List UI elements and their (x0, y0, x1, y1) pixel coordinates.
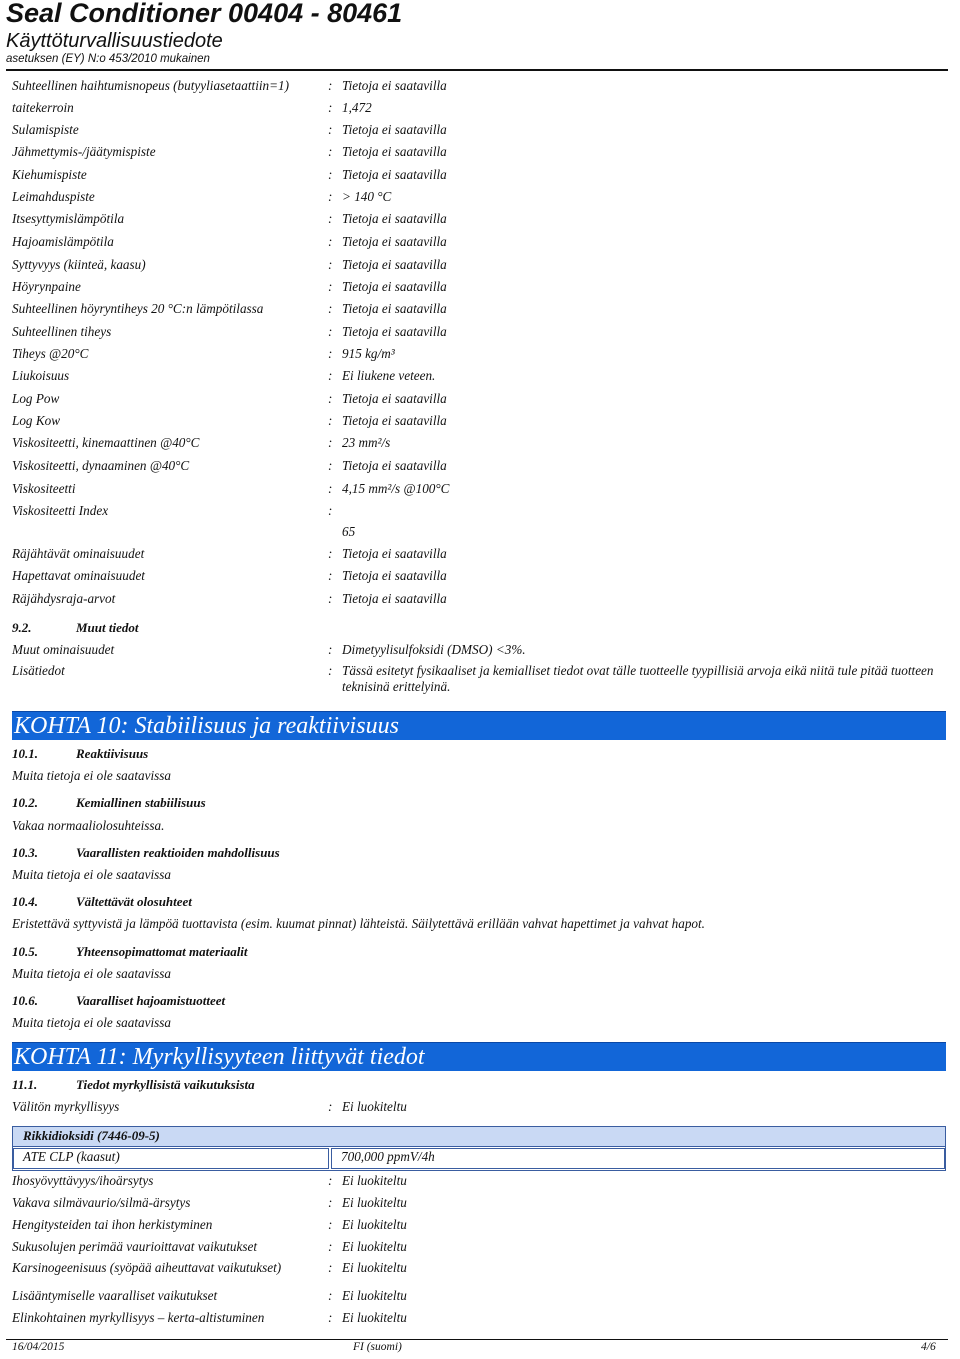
property-row: Liukoisuus : Ei liukene veteen. (12, 368, 436, 383)
subsection-text: Muita tietoja ei ole saatavissa (12, 867, 171, 882)
subsection-text: Vakaa normaaliolosuhteissa. (12, 818, 165, 833)
toxicity-row: Elinkohtainen myrkyllisyys – kerta-altistuminen : Ei luokiteltu (12, 1310, 407, 1325)
property-row: Suhteellinen tiheys : Tietoja ei saatavilla (12, 324, 447, 339)
subsection-text: Muita tietoja ei ole saatavissa (12, 1015, 171, 1030)
toxicity-row: Välitön myrkyllisyys : Ei luokiteltu (12, 1099, 407, 1114)
property-row: Log Pow : Tietoja ei saatavilla (12, 391, 447, 406)
component-value: 700,000 ppmV/4h (341, 1149, 435, 1164)
property-row: Viskositeetti, dynaaminen @40°C : Tietoja ei saatavilla (12, 458, 447, 473)
additional-info-text: Tässä esitetyt fysikaaliset ja kemialliset tiedot ovat tälle tuotteelle tyypillisiä arvoja eikä niitä tule pitää tuotteen teknisinä erittelyinä. (342, 663, 934, 694)
property-row: Räjähtävät ominaisuudet : Tietoja ei saatavilla (12, 546, 447, 561)
property-row: Viskositeetti : 4,15 mm²/s @100°C (12, 481, 450, 496)
property-row: Räjähdysraja-arvot : Tietoja ei saatavilla (12, 591, 447, 606)
property-row: Hapettavat ominaisuudet : Tietoja ei saatavilla (12, 568, 447, 583)
property-row: Hajoamislämpötila : Tietoja ei saatavilla (12, 234, 447, 249)
property-row: Sulamispiste : Tietoja ei saatavilla (12, 122, 447, 137)
component-param: ATE CLP (kaasut) (23, 1149, 120, 1164)
header-divider (6, 69, 948, 71)
property-row: Tiheys @20°C : 915 kg/m³ (12, 346, 395, 361)
property-row: Jähmettymis-/jäätymispiste : Tietoja ei saatavilla (12, 144, 447, 159)
footer-date: 16/04/2015 (12, 1341, 65, 1353)
viscosity-index-value: 65 (342, 524, 356, 539)
property-row: Kiehumispiste : Tietoja ei saatavilla (12, 167, 447, 182)
toxicity-row: Lisääntymiselle vaaralliset vaikutukset : Ei luokiteltu (12, 1288, 407, 1303)
property-row: Muut ominaisuudet : Dimetyylisulfoksidi (DMSO) <3%. (12, 642, 526, 657)
toxicity-row: Ihosyövyttävyys/ihoärsytys : Ei luokiteltu (12, 1173, 407, 1188)
property-row: Syttyvyys (kiinteä, kaasu) : Tietoja ei saatavilla (12, 257, 447, 272)
property-row: Log Kow : Tietoja ei saatavilla (12, 413, 447, 428)
property-row: taitekerroin : 1,472 (12, 100, 372, 115)
property-row: Itsesyttymislämpötila : Tietoja ei saatavilla (12, 211, 447, 226)
footer-language: FI (suomi) (353, 1341, 402, 1353)
footer-page-number: 4/6 (921, 1341, 936, 1353)
component-table (12, 1126, 946, 1171)
component-name-header: Rikkidioksidi (7446-09-5) (13, 1127, 945, 1147)
property-row: Viskositeetti, kinemaattinen @40°C : 23 mm²/s (12, 435, 391, 450)
subsection-text: Muita tietoja ei ole saatavissa (12, 966, 171, 981)
document-title: Seal Conditioner 00404 - 80461 (6, 0, 403, 28)
subsection-text: Eristettävä syttyvistä ja lämpöä tuottavista (esim. kuumat pinnat) lähteistä. Säilytettävä erillään vahvat hapettimet ja vahvat hapot. (12, 916, 705, 931)
property-row: Höyrynpaine : Tietoja ei saatavilla (12, 279, 447, 294)
regulation-note: asetuksen (EY) N:o 453/2010 mukainen (6, 53, 210, 65)
subsection-text: Muita tietoja ei ole saatavissa (12, 768, 171, 783)
property-row: Leimahduspiste : > 140 °C (12, 189, 392, 204)
toxicity-row: Sukusolujen perimää vaurioittavat vaikutukset : Ei luokiteltu (12, 1239, 407, 1254)
section-10-header: KOHTA 10: Stabiilisuus ja reaktiivisuus (12, 711, 946, 740)
section-11-header: KOHTA 11: Myrkyllisyyteen liittyvät tiedot (12, 1042, 946, 1071)
footer-divider (6, 1339, 948, 1340)
property-row: Suhteellinen höyryntiheys 20 °C:n lämpötilassa : Tietoja ei saatavilla (12, 301, 447, 316)
toxicity-row: Karsinogeenisuus (syöpää aiheuttavat vaikutukset) : Ei luokiteltu (12, 1260, 407, 1275)
property-row: Suhteellinen haihtumisnopeus (butyyliasetaattiin=1) : Tietoja ei saatavilla (12, 78, 447, 93)
toxicity-row: Vakava silmävaurio/silmä-ärsytys : Ei luokiteltu (12, 1195, 407, 1210)
toxicity-row: Hengitysteiden tai ihon herkistyminen : Ei luokiteltu (12, 1217, 407, 1232)
document-subtitle: Käyttöturvallisuustiedote (6, 30, 223, 52)
property-row: Viskositeetti Index : (12, 503, 333, 518)
property-row: Lisätiedot : (12, 663, 333, 678)
